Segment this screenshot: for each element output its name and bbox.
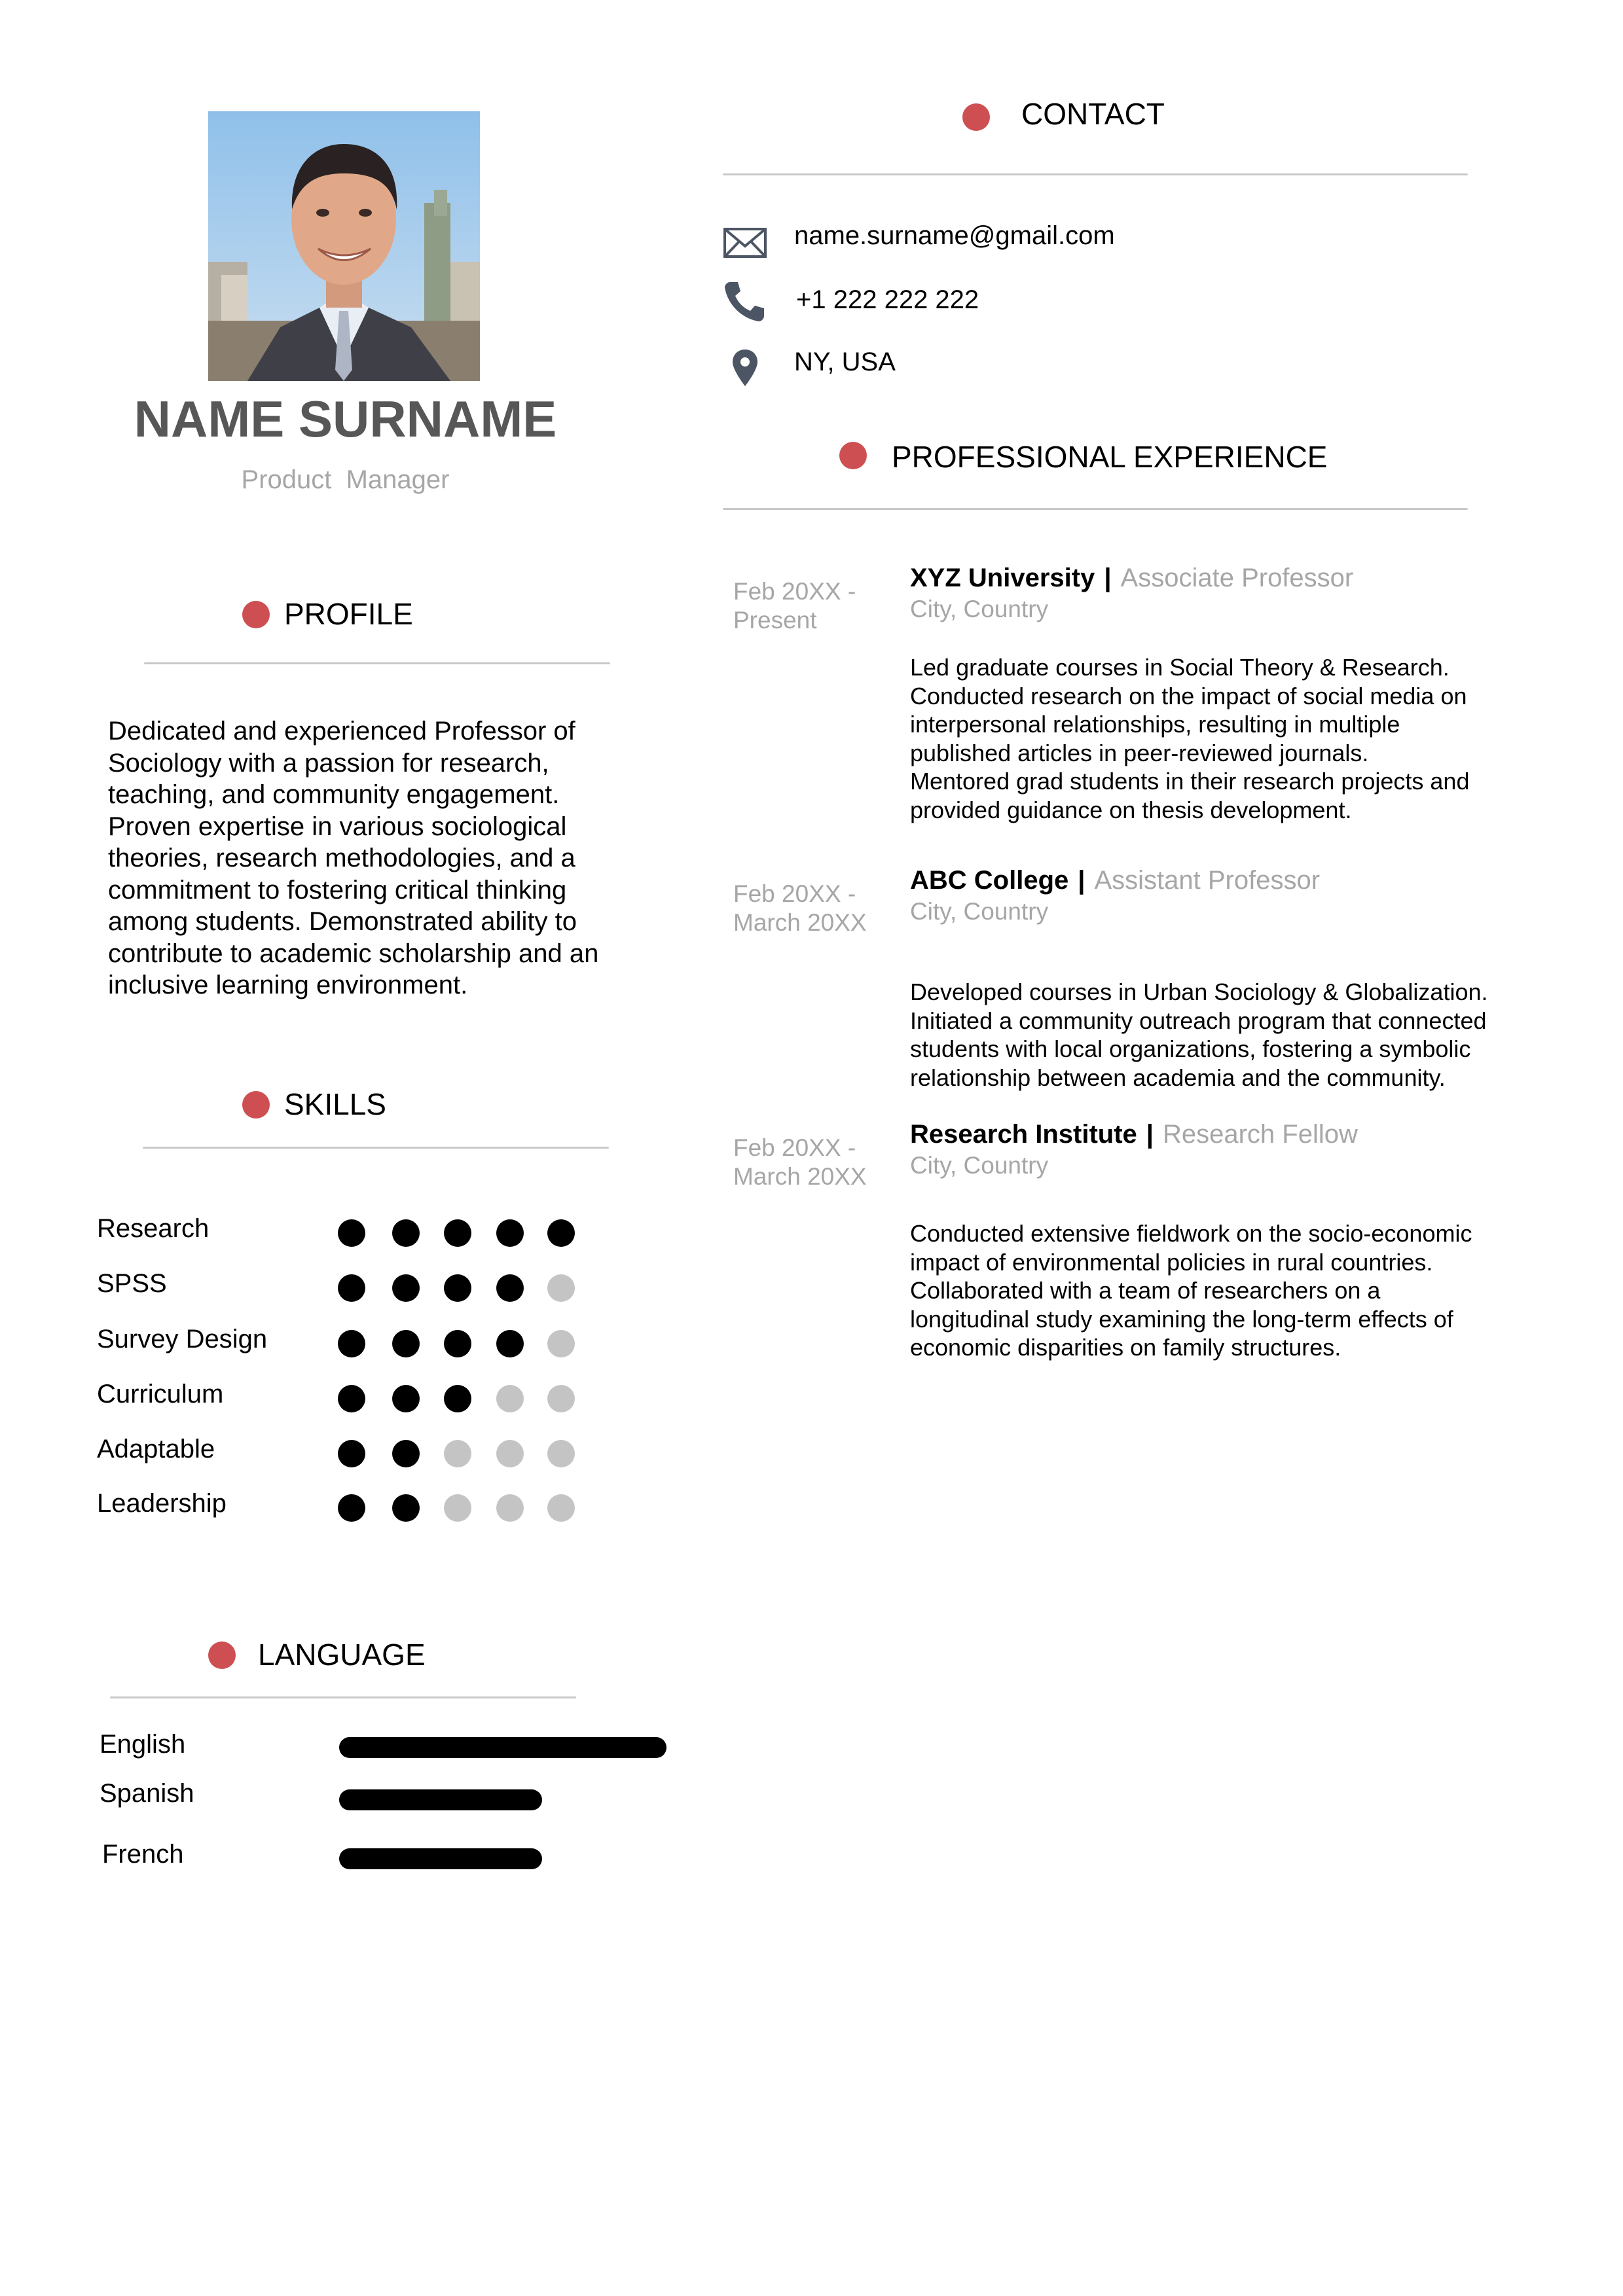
job-description-line: Developed courses in Urban Sociology & Globalization. [910, 978, 1488, 1005]
job-description-line: Mentored grad students in their research projects and [910, 768, 1470, 795]
skill-rating-dot [444, 1385, 471, 1412]
skill-label: Leadership [97, 1489, 227, 1518]
language-bullet-icon [208, 1641, 236, 1669]
skills-divider [143, 1147, 609, 1149]
job-description [910, 978, 1539, 1092]
job-description-line: Initiated a community outreach program that connected [910, 1007, 1487, 1034]
job-date [733, 880, 890, 937]
skill-rating-dot [392, 1330, 420, 1357]
language-label: Spanish [100, 1779, 194, 1808]
skill-rating-dot [547, 1274, 575, 1302]
language-divider [110, 1696, 576, 1698]
profile-divider [144, 662, 610, 664]
skill-rating-dot [547, 1440, 575, 1467]
language-label: English [100, 1730, 186, 1759]
job-description-line: Conducted extensive fieldwork on the socio-economic [910, 1220, 1472, 1247]
skill-rating-dot [338, 1274, 365, 1302]
job-title [910, 562, 1353, 594]
skill-rating-dot [392, 1440, 420, 1467]
skill-rating-dot [392, 1219, 420, 1247]
job-date-start: Feb 20XX - [733, 1134, 856, 1161]
language-heading: LANGUAGE [258, 1638, 426, 1672]
skill-rating-dot [338, 1385, 365, 1412]
contact-bullet-icon [962, 103, 990, 131]
job-description [910, 1219, 1539, 1362]
language-level-bar [339, 1789, 542, 1810]
language-level-bar [339, 1848, 542, 1869]
phone-link[interactable]: +1 222 222 222 [796, 285, 979, 314]
experience-bullet-icon [839, 442, 867, 469]
job-date [733, 1134, 890, 1191]
job-separator: | [1104, 564, 1112, 592]
skill-rating-dot [547, 1330, 575, 1357]
job-description-line: economic disparities on family structures. [910, 1334, 1341, 1361]
skill-label: Research [97, 1214, 210, 1243]
job-date [733, 577, 890, 635]
job-description-line: longitudinal study examining the long-term effects of [910, 1305, 1453, 1333]
job-description-line: published articles in peer-reviewed journals. [910, 739, 1369, 766]
job-title [910, 864, 1320, 897]
language-label: French [102, 1840, 184, 1869]
skills-heading: SKILLS [284, 1087, 386, 1121]
contact-divider [723, 173, 1468, 175]
job-description-line: Conducted research on the impact of social media on [910, 682, 1467, 709]
skills-bullet-icon [242, 1091, 270, 1119]
experience-heading: PROFESSIONAL EXPERIENCE [892, 440, 1328, 474]
skill-label: Adaptable [97, 1435, 215, 1463]
skill-rating-dot [338, 1219, 365, 1247]
skill-label: Curriculum [97, 1380, 224, 1408]
email-link[interactable]: name.surname@gmail.com [794, 221, 1115, 250]
job-description-line: Led graduate courses in Social Theory & Research. [910, 654, 1450, 681]
skill-rating-dot [496, 1330, 524, 1357]
job-organization: ABC College [910, 866, 1069, 895]
profile-photo [208, 111, 480, 381]
job-description-line: students with local organizations, fostering a symbolic [910, 1035, 1471, 1062]
skill-label: Survey Design [97, 1325, 268, 1354]
language-level-bar [339, 1737, 666, 1758]
job-date-start: Feb 20XX - [733, 578, 856, 605]
skill-rating-dot [496, 1274, 524, 1302]
contact-heading: CONTACT [1021, 97, 1165, 131]
job-date-end: March 20XX [733, 1163, 867, 1190]
job-description [910, 653, 1539, 824]
skill-rating-dot [547, 1219, 575, 1247]
skill-rating-dot [496, 1219, 524, 1247]
skill-rating-dot [392, 1274, 420, 1302]
job-description-line: interpersonal relationships, resulting in multiple [910, 711, 1400, 738]
skill-rating-dot [444, 1440, 471, 1467]
skill-label: SPSS [97, 1269, 167, 1298]
person-name: NAME SURNAME [134, 390, 557, 448]
job-location: City, Country [910, 1152, 1049, 1179]
job-role: Associate Professor [1120, 564, 1354, 592]
job-role: Assistant Professor [1094, 866, 1321, 895]
location-text: NY, USA [794, 348, 896, 376]
skill-rating-dot [444, 1219, 471, 1247]
job-date-end: Present [733, 607, 817, 634]
job-location: City, Country [910, 596, 1049, 622]
skill-rating-dot [338, 1440, 365, 1467]
job-organization: Research Institute [910, 1120, 1137, 1149]
job-location: City, Country [910, 898, 1049, 925]
job-title [910, 1118, 1358, 1151]
location-pin-icon [722, 346, 768, 391]
skill-rating-dot [338, 1494, 365, 1522]
skill-rating-dot [496, 1494, 524, 1522]
phone-icon [722, 278, 768, 324]
skill-rating-dot [338, 1330, 365, 1357]
job-organization: XYZ University [910, 564, 1095, 592]
job-description-line: provided guidance on thesis development. [910, 796, 1352, 823]
person-role: Product Manager [241, 465, 450, 494]
profile-heading: PROFILE [284, 597, 413, 631]
skill-rating-dot [547, 1385, 575, 1412]
job-role: Research Fellow [1162, 1120, 1358, 1149]
job-description-line: relationship between academia and the community. [910, 1064, 1446, 1091]
skill-rating-dot [547, 1494, 575, 1522]
profile-bullet-icon [242, 601, 270, 628]
job-description-line: Collaborated with a team of researchers on a [910, 1277, 1381, 1304]
job-date-end: March 20XX [733, 909, 867, 936]
portrait-image [208, 111, 480, 381]
skill-rating-dot [496, 1440, 524, 1467]
skill-rating-dot [444, 1330, 471, 1357]
skill-rating-dot [444, 1274, 471, 1302]
skill-rating-dot [496, 1385, 524, 1412]
skill-rating-dot [392, 1494, 420, 1522]
job-date-start: Feb 20XX - [733, 880, 856, 907]
envelope-icon [722, 220, 768, 266]
skill-rating-dot [392, 1385, 420, 1412]
job-description-line: impact of environmental policies in rural countries. [910, 1248, 1433, 1276]
profile-text: Dedicated and experienced Professor of Sociology with a passion for research, teaching, and community engagement. Proven expertise in various sociological theories, research methodologies, and a commitment to fostering critical thinking among students. Demonstrated ability to contribute to academic scholarship and an inclusive learning environment. [108, 717, 599, 999]
experience-divider [723, 508, 1468, 510]
skill-rating-dot [444, 1494, 471, 1522]
job-separator: | [1078, 866, 1085, 895]
job-separator: | [1146, 1120, 1154, 1149]
